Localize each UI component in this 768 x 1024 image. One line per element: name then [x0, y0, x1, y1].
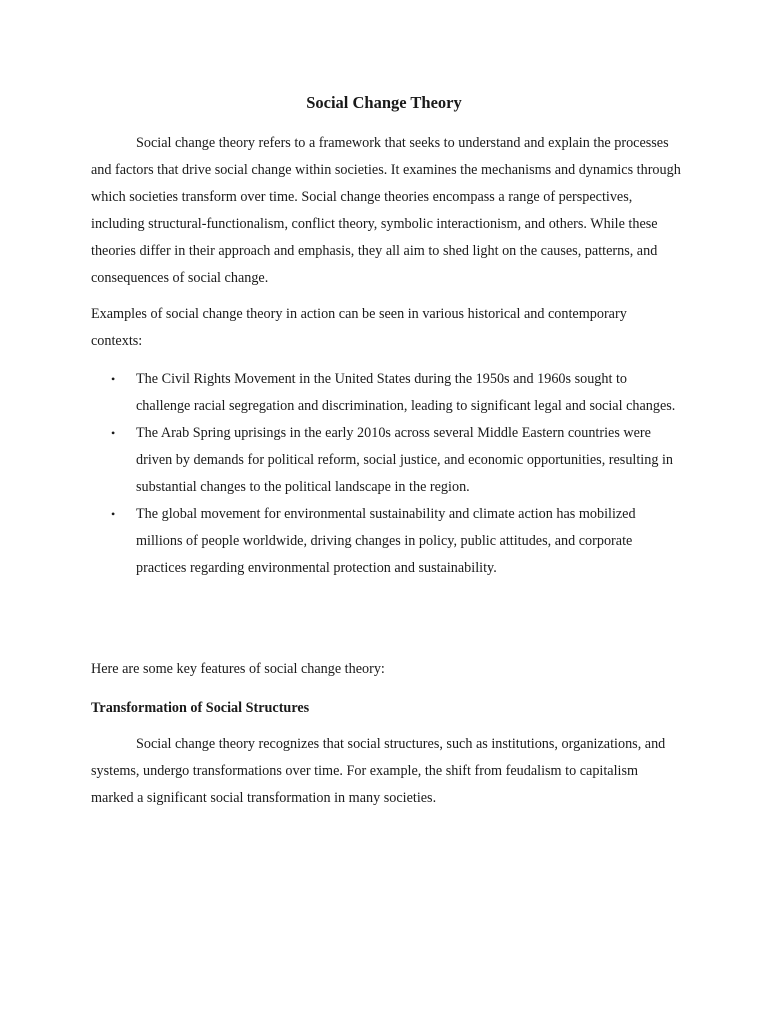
bullet-icon: •: [111, 372, 116, 386]
intro-paragraph: Social change theory refers to a framework that seeks to understand and explain the processes and factors that drive social change within societies. It examines the mechanisms and dynamics through which societies transform over time. Social change theories encompass a range of perspectives, including structural-functionalism, conflict theory, symbolic interactionism, and others. While these theories differ in their approach and emphasis, they all aim to shed light on the causes, patterns, and consequences of social change.: [91, 135, 681, 286]
section-heading: Transformation of Social Structures: [91, 700, 310, 716]
bullet-icon: •: [111, 507, 116, 521]
list-item: [91, 366, 681, 420]
section-paragraph: Social change theory recognizes that social structures, such as institutions, organizations, and systems, undergo transformations over time. For example, the shift from feudalism to capitalism marked a significant social transformation in many societies.: [91, 736, 666, 806]
list-item-text: The Civil Rights Movement in the United States during the 1950s and 1960s sought to challenge racial segregation and discrimination, leading to significant legal and social changes.: [136, 371, 676, 414]
features-intro-paragraph: Here are some key features of social change theory:: [91, 661, 385, 677]
bullet-icon: •: [111, 426, 116, 440]
list-item: [91, 501, 681, 582]
list-item-text: The global movement for environmental sustainability and climate action has mobilized millions of people worldwide, driving changes in policy, public attitudes, and corporate practices regarding environmental protection and sustainability.: [136, 506, 636, 576]
list-item-text: The Arab Spring uprisings in the early 2010s across several Middle Eastern countries were driven by demands for political reform, social justice, and economic opportunities, resulting in substantial changes to the political landscape in the region.: [136, 425, 674, 495]
list-item: [91, 420, 681, 501]
page-title: Social Change Theory: [306, 93, 462, 112]
examples-list: [91, 366, 681, 582]
examples-intro-paragraph: Examples of social change theory in action can be seen in various historical and contemporary contexts:: [91, 306, 627, 349]
